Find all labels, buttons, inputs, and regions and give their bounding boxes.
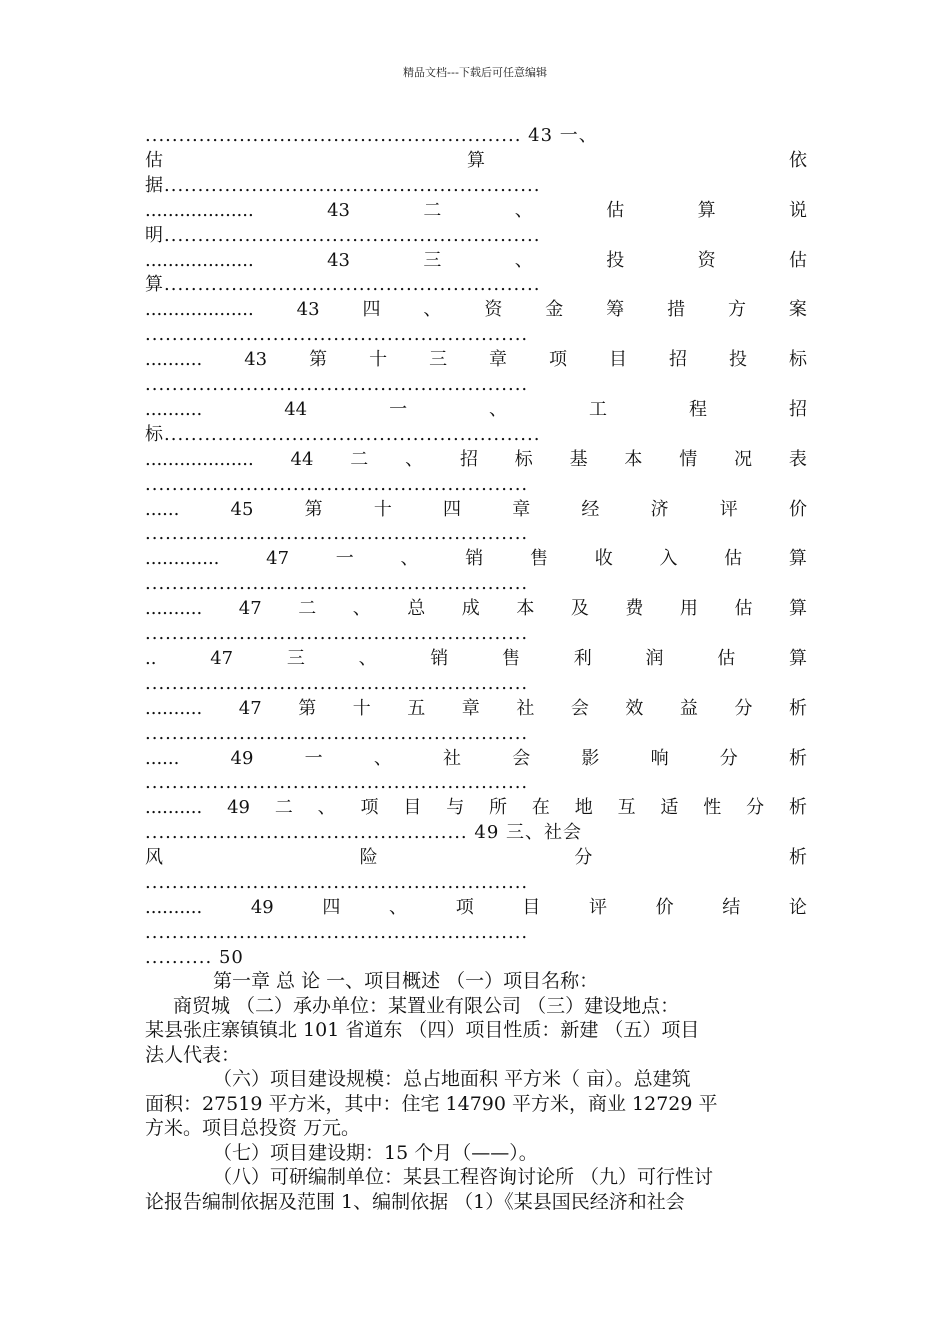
- toc-token: 影: [581, 747, 600, 769]
- toc-line: [145, 124, 807, 148]
- toc-token: 费: [625, 598, 644, 620]
- toc-line: [145, 622, 807, 646]
- toc-line: [145, 846, 807, 870]
- toc-line: [145, 871, 807, 895]
- toc-line: [145, 398, 807, 422]
- toc-token: 析: [788, 697, 807, 719]
- toc-token: 47: [238, 598, 262, 620]
- toc-line: [145, 771, 807, 795]
- toc-line: [145, 273, 807, 297]
- toc-token: 标: [514, 448, 533, 470]
- toc-token: 风: [145, 847, 163, 869]
- toc-token: ...................: [145, 448, 254, 470]
- toc-token: ..........: [145, 896, 203, 918]
- toc-token: 一: [389, 398, 408, 420]
- toc-token: 、: [400, 548, 419, 570]
- toc-text: ........................................................ 43 一、: [145, 125, 598, 146]
- toc-token: 益: [679, 697, 698, 719]
- toc-token: 性: [703, 797, 722, 819]
- body-line: 面积：27519 平方米，其中：住宅 14790 平方米，商业 12729 平: [145, 1092, 718, 1115]
- toc-token: ...................: [145, 249, 254, 271]
- toc-token: ...................: [145, 199, 254, 221]
- toc-token: 论: [788, 896, 807, 918]
- toc-token: 分: [746, 797, 765, 819]
- toc-token: 评: [588, 896, 607, 918]
- toc-line: [145, 821, 807, 845]
- toc-text: .........................................................: [145, 872, 529, 893]
- toc-token: ......: [145, 747, 180, 769]
- toc-token: 售: [529, 548, 548, 570]
- toc-token: 分: [734, 697, 753, 719]
- toc-token: 、: [373, 747, 392, 769]
- toc-text: 明........................................................: [145, 224, 541, 246]
- toc-text: 据........................................................: [145, 174, 541, 196]
- toc-text: .........................................................: [145, 623, 529, 644]
- toc-token: 、: [352, 598, 371, 620]
- toc-token: 估: [734, 598, 753, 620]
- toc-token: 社: [516, 697, 535, 719]
- toc-token: 43: [296, 299, 320, 321]
- toc-token: 效: [625, 697, 644, 719]
- toc-token: 二: [350, 448, 369, 470]
- toc-token: 资: [697, 249, 716, 271]
- toc-token: 方: [728, 299, 746, 321]
- toc-token: 价: [655, 896, 674, 918]
- toc-token: 经: [581, 498, 600, 520]
- toc-line: [145, 448, 807, 472]
- toc-text: ................................................ 49 三、社会: [145, 822, 582, 844]
- toc-token: 47: [238, 697, 262, 719]
- toc-token: 情: [679, 448, 698, 470]
- toc-token: 成: [461, 598, 480, 620]
- toc-token: 四: [362, 299, 381, 321]
- toc-token: 入: [659, 548, 678, 570]
- toc-token: ..........: [145, 797, 203, 819]
- toc-token: 二: [274, 797, 293, 819]
- body-line: （六）项目建设规模：总占地面积 平方米（ 亩）。总建筑: [213, 1068, 691, 1090]
- toc-token: 会: [570, 697, 589, 719]
- toc-line: [145, 249, 807, 273]
- toc-token: 章: [461, 697, 480, 719]
- toc-token: 估: [717, 647, 736, 669]
- toc-token: 47: [210, 647, 234, 669]
- toc-line: [145, 597, 807, 621]
- toc-token: 估: [606, 199, 625, 221]
- toc-token: 总: [407, 598, 426, 620]
- toc-token: 与: [446, 797, 465, 819]
- toc-token: 、: [358, 647, 377, 669]
- toc-token: 析: [788, 747, 807, 769]
- toc-line: [145, 896, 807, 920]
- toc-token: 十: [373, 498, 392, 520]
- toc-token: 估: [145, 149, 163, 171]
- toc-token: 算: [467, 149, 485, 171]
- toc-line: [145, 921, 807, 945]
- toc-token: 投: [728, 349, 747, 371]
- body-line: 论报告编制依据及范围 1、编制依据 （1）《某县国民经济和社会: [145, 1190, 685, 1213]
- toc-token: 、: [389, 896, 408, 918]
- toc-token: 表: [788, 448, 807, 470]
- toc-token: 目: [522, 896, 541, 918]
- toc-token: 49: [227, 797, 250, 819]
- toc-token: 二: [423, 199, 442, 221]
- toc-token: 筹: [606, 299, 625, 321]
- toc-token: 况: [734, 448, 753, 470]
- toc-token: 第: [304, 498, 323, 520]
- toc-line: [145, 348, 807, 372]
- toc-token: 、: [405, 448, 424, 470]
- toc-text: .........................................................: [145, 473, 529, 495]
- toc-line: [145, 547, 807, 571]
- toc-token: 基: [569, 448, 588, 470]
- toc-token: 第: [298, 697, 317, 719]
- body-line: 第一章 总 论 一、项目概述 （一）项目名称：: [213, 970, 599, 992]
- toc-token: 49: [250, 896, 274, 918]
- toc-token: 收: [594, 548, 613, 570]
- toc-token: 第: [309, 349, 328, 371]
- toc-token: 招: [669, 349, 687, 371]
- toc-token: 43: [244, 349, 268, 371]
- toc-line: [145, 373, 807, 397]
- toc-token: ...................: [145, 299, 254, 321]
- toc-text: .........................................................: [145, 523, 529, 545]
- body-line: （七）项目建设期：15 个月（——）。: [213, 1141, 538, 1164]
- toc-token: 十: [369, 349, 388, 371]
- toc-line: [145, 946, 807, 970]
- toc-token: 销: [465, 548, 484, 570]
- toc-token: 响: [650, 747, 669, 769]
- toc-line: [145, 473, 807, 497]
- toc-token: 十: [352, 697, 371, 719]
- toc-token: 算: [697, 199, 716, 221]
- toc-token: 案: [788, 299, 807, 321]
- toc-token: 社: [443, 747, 461, 769]
- body-line: 商贸城 （二）承办单位：某置业有限公司 （三）建设地点：: [173, 994, 680, 1017]
- toc-token: 章: [489, 349, 508, 371]
- toc-token: 销: [430, 647, 449, 669]
- toc-text: .........................................................: [145, 921, 529, 943]
- toc-token: ..........: [145, 697, 203, 719]
- toc-token: 目: [609, 349, 628, 371]
- toc-token: ......: [145, 498, 180, 520]
- toc-token: 项: [455, 896, 474, 918]
- toc-token: 二: [298, 598, 317, 620]
- toc-token: 45: [230, 498, 254, 520]
- toc-token: 章: [512, 498, 531, 520]
- toc-line: [145, 199, 807, 223]
- toc-token: 、: [423, 299, 442, 321]
- toc-text: .........................................................: [145, 324, 529, 346]
- toc-token: 润: [645, 647, 664, 669]
- toc-token: 估: [788, 249, 807, 271]
- toc-line: [145, 722, 807, 746]
- toc-token: 本: [516, 598, 535, 620]
- body-line: 法人代表：: [145, 1043, 241, 1066]
- toc-token: 一: [335, 548, 354, 570]
- toc-token: 售: [502, 647, 521, 669]
- toc-token: 算: [788, 548, 807, 570]
- toc-token: 四: [443, 498, 461, 520]
- toc-token: 估: [724, 548, 743, 570]
- toc-token: 评: [719, 498, 738, 520]
- toc-token: 本: [624, 448, 643, 470]
- toc-token: 47: [266, 548, 290, 570]
- toc-line: [145, 672, 807, 696]
- toc-token: 44: [284, 398, 308, 420]
- toc-token: 三: [429, 349, 448, 371]
- toc-token: 目: [403, 797, 422, 819]
- toc-line: [145, 796, 807, 820]
- toc-token: 用: [679, 598, 698, 620]
- toc-token: 三: [423, 249, 442, 271]
- toc-token: 、: [317, 797, 336, 819]
- body-line: 某县张庄寨镇镇北 101 省道东 （四）项目性质：新建 （五）项目: [145, 1019, 700, 1041]
- toc-text: .........................................................: [145, 374, 529, 395]
- toc-token: 四: [322, 896, 341, 918]
- toc-token: 价: [788, 498, 807, 520]
- toc-token: ..: [145, 647, 157, 669]
- toc-token: 分: [719, 747, 738, 769]
- toc-line: [145, 647, 807, 671]
- toc-token: 项: [360, 797, 379, 819]
- toc-token: 依: [789, 149, 807, 171]
- toc-token: 五: [407, 697, 426, 719]
- toc-token: 程: [688, 398, 707, 420]
- toc-token: 结: [722, 896, 741, 918]
- toc-line: [145, 298, 807, 322]
- toc-line: [145, 149, 807, 173]
- toc-line: [145, 572, 807, 596]
- toc-token: 招: [459, 448, 478, 470]
- toc-text: 标........................................................: [145, 423, 541, 445]
- toc-token: 济: [650, 498, 669, 520]
- toc-token: 在: [531, 797, 550, 819]
- page-header: 精品文档---下载后可任意编辑: [403, 66, 547, 79]
- toc-token: 险: [359, 847, 378, 869]
- toc-token: 算: [788, 598, 807, 620]
- toc-line: [145, 522, 807, 546]
- toc-token: 互: [617, 797, 636, 819]
- toc-token: 资: [484, 299, 503, 321]
- toc-token: 投: [606, 249, 625, 271]
- toc-token: ..........: [145, 598, 203, 620]
- toc-token: 43: [327, 249, 351, 271]
- toc-token: 分: [574, 847, 593, 869]
- toc-line: [145, 423, 807, 447]
- toc-line: [145, 747, 807, 771]
- toc-line: [145, 174, 807, 198]
- toc-token: 、: [514, 249, 533, 271]
- toc-token: 及: [570, 598, 589, 620]
- toc-line: [145, 323, 807, 347]
- toc-token: 项: [549, 349, 568, 371]
- toc-token: 、: [489, 398, 508, 420]
- toc-token: 、: [514, 199, 533, 221]
- toc-text: .......... 50: [145, 946, 244, 968]
- body-line: 方米。项目总投资 万元。: [145, 1117, 361, 1139]
- body-line: （八）可研编制单位：某县工程咨询讨论所 （九）可行性讨: [213, 1166, 714, 1188]
- toc-token: 析: [788, 847, 807, 869]
- toc-token: ..........: [145, 349, 203, 371]
- toc-text: 算........................................................: [145, 274, 541, 296]
- toc-token: ..........: [145, 398, 203, 420]
- toc-token: 金: [545, 299, 564, 321]
- toc-token: 49: [230, 747, 254, 769]
- toc-token: 43: [327, 199, 351, 221]
- toc-line: [145, 224, 807, 248]
- toc-text: .........................................................: [145, 722, 529, 744]
- toc-token: 标: [788, 349, 807, 371]
- toc-token: 工: [589, 398, 607, 420]
- toc-text: .........................................................: [145, 672, 529, 694]
- toc-token: 三: [286, 647, 305, 669]
- toc-text: .........................................................: [145, 772, 529, 794]
- toc-token: 地: [574, 797, 593, 819]
- toc-token: 一: [304, 747, 323, 769]
- toc-line: [145, 697, 807, 721]
- toc-token: 算: [788, 647, 807, 669]
- toc-token: 适: [660, 797, 679, 819]
- toc-token: 44: [290, 448, 314, 470]
- toc-token: 所: [489, 797, 508, 819]
- toc-token: 会: [512, 747, 531, 769]
- toc-token: .............: [145, 548, 220, 570]
- toc-token: 措: [667, 299, 686, 321]
- toc-token: 说: [788, 199, 807, 221]
- toc-token: 招: [788, 398, 807, 420]
- toc-line: [145, 498, 807, 522]
- toc-token: 析: [788, 797, 807, 819]
- toc-token: 利: [573, 647, 592, 669]
- toc-text: .........................................................: [145, 573, 529, 595]
